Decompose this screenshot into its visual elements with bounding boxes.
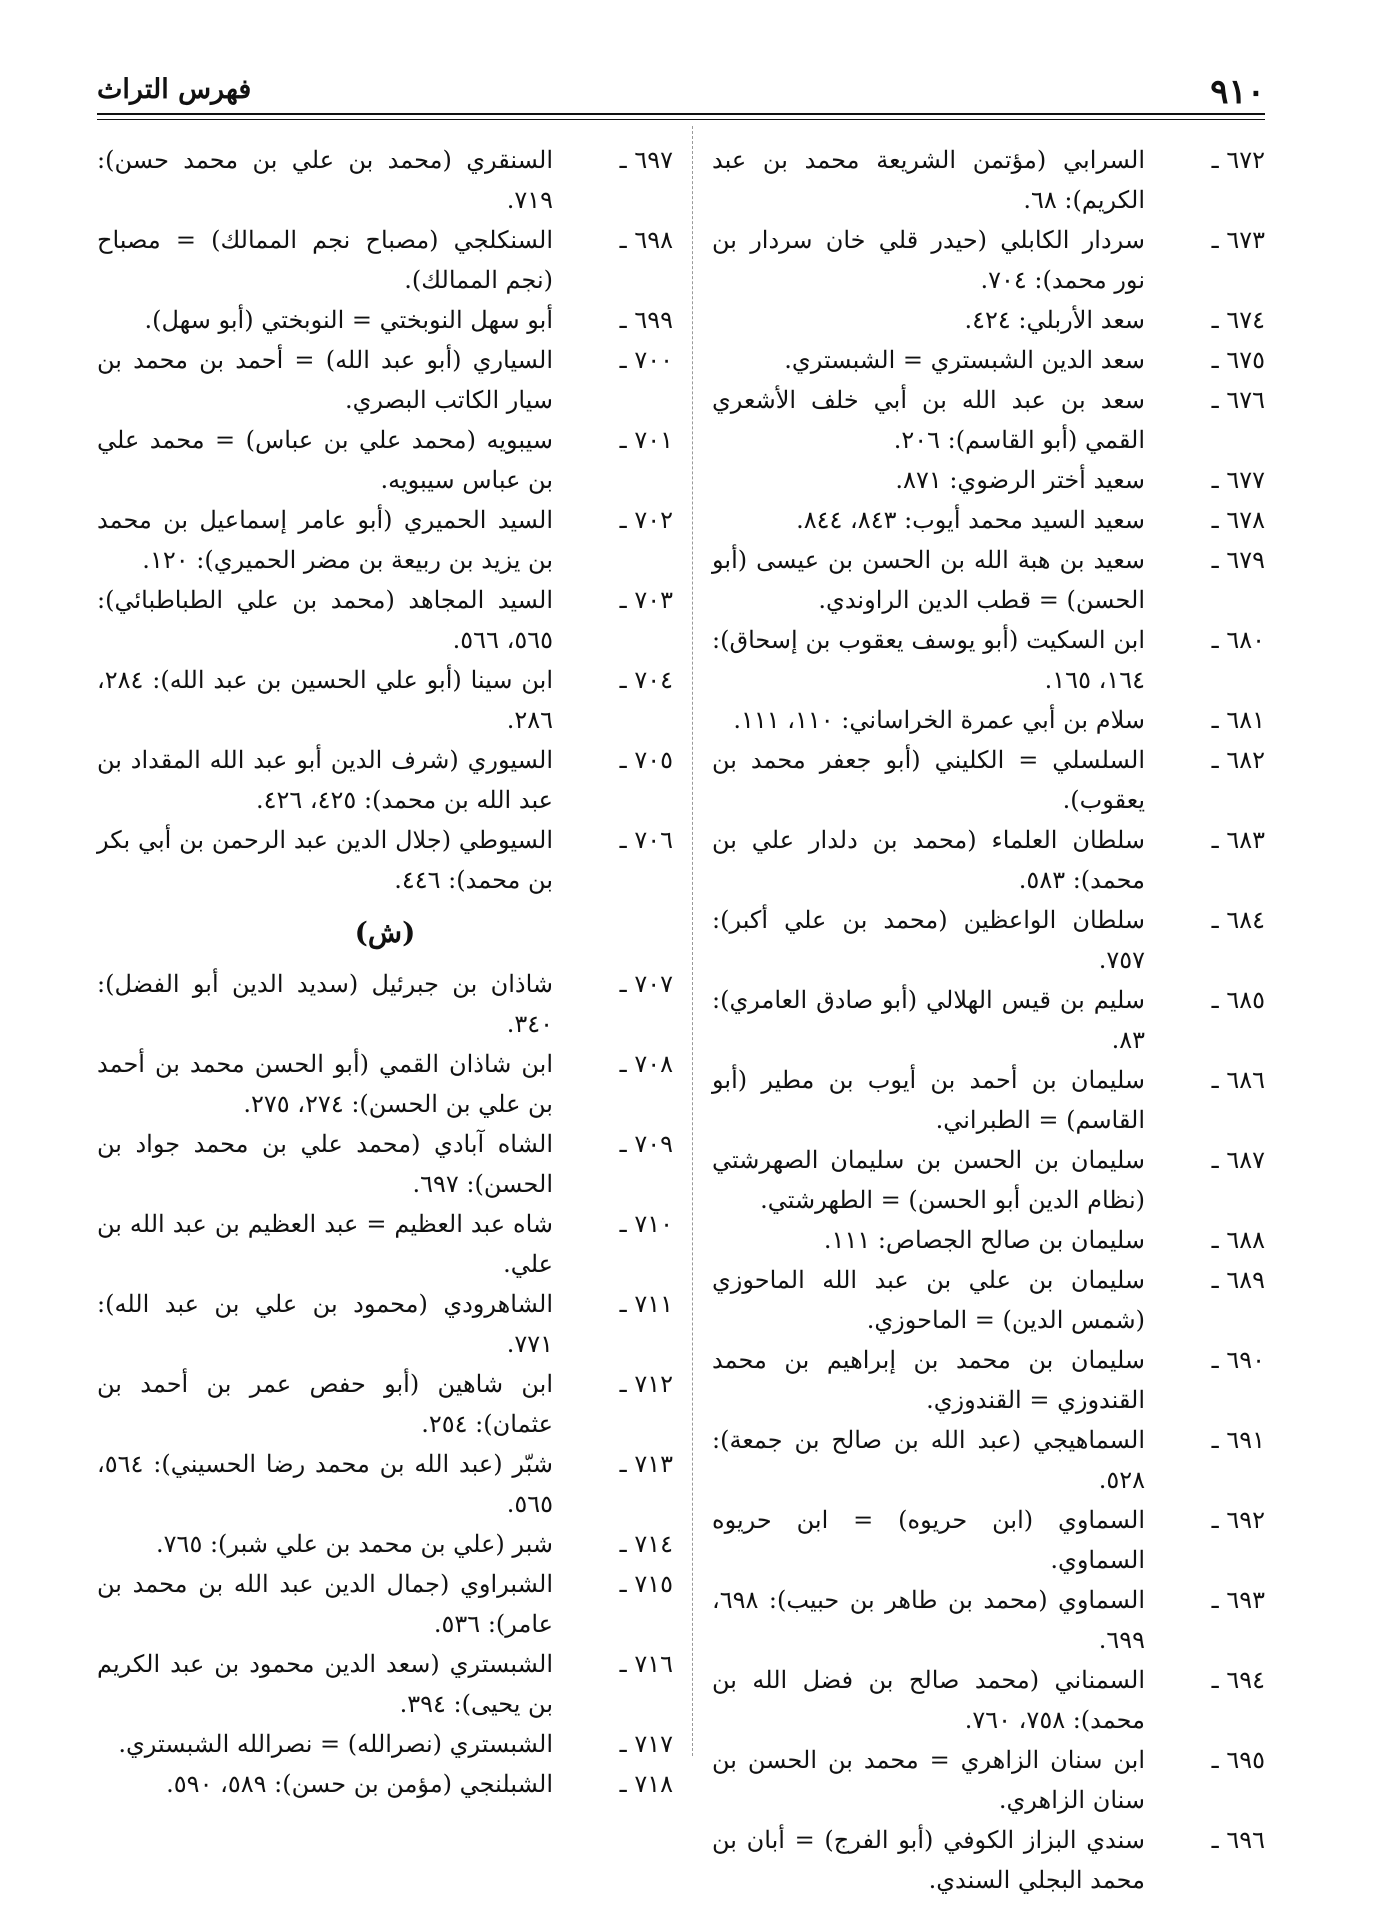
entry-text: السماهيجي (عبد الله بن صالح بن جمعة): ٥٢٨. <box>712 1426 1145 1494</box>
index-entry <box>97 300 673 340</box>
index-entry <box>712 1260 1265 1340</box>
entry-text: سعد الأربلي: ٤٢٤. <box>964 306 1145 334</box>
index-entry <box>712 500 1265 540</box>
entry-text: ابن سنان الزاهري = محمد بن الحسن بن سنان الزاهري. <box>712 1746 1145 1814</box>
entry-number: ٦٩٤ ـ <box>1211 1666 1265 1694</box>
index-entry <box>97 1644 673 1724</box>
index-entry <box>712 300 1265 340</box>
index-entry <box>97 340 673 420</box>
index-entry <box>712 1740 1265 1820</box>
entry-text: سعيد السيد محمد أيوب: ٨٤٣، ٨٤٤. <box>796 506 1145 534</box>
index-entry <box>97 1524 673 1564</box>
entry-text: ابن سينا (أبو علي الحسين بن عبد الله): ٢٨٤، ٢٨٦. <box>97 666 553 734</box>
entry-number: ٧١١ ـ <box>619 1290 673 1318</box>
header-rule-thin <box>97 119 1265 120</box>
entry-text: سليمان بن الحسن بن سليمان الصهرشتي (نظام الدين أبو الحسن) = الطهرشتي. <box>712 1146 1145 1214</box>
entry-number: ٦٩٢ ـ <box>1211 1506 1265 1534</box>
index-entry <box>97 500 673 580</box>
index-entry <box>712 460 1265 500</box>
index-entry <box>712 1060 1265 1140</box>
entry-text: سيبويه (محمد علي بن عباس) = محمد علي بن عباس سيبويه. <box>97 426 553 494</box>
page-number: ٩١٠ <box>1210 72 1265 112</box>
entry-number: ٦٩٨ ـ <box>619 226 673 254</box>
entry-number: ٧٠١ ـ <box>619 426 673 454</box>
right-column <box>712 140 1265 1900</box>
entry-text: السيد المجاهد (محمد بن علي الطباطبائي): ٥٦٥، ٥٦٦. <box>97 586 553 654</box>
entry-text: السرابي (مؤتمن الشريعة محمد بن عبد الكريم): ٦٨. <box>712 146 1145 214</box>
index-entry <box>97 1044 673 1124</box>
column-divider <box>692 126 693 1756</box>
index-entry <box>712 900 1265 980</box>
entry-text: السماوي (ابن حريوه) = ابن حريوه السماوي. <box>712 1506 1145 1574</box>
entry-number: ٦٩٦ ـ <box>1211 1826 1265 1854</box>
running-title: فهرس التراث <box>97 74 252 105</box>
entry-text: الشبراوي (جمال الدين عبد الله بن محمد بن عامر): ٥٣٦. <box>97 1570 553 1638</box>
entry-text: شاذان بن جبرئيل (سديد الدين أبو الفضل): ٣٤٠. <box>97 970 553 1038</box>
entry-number: ٦٧٩ ـ <box>1211 546 1265 574</box>
entry-number: ٦٨٤ ـ <box>1211 906 1265 934</box>
entry-text: سليمان بن صالح الجصاص: ١١١. <box>823 1226 1145 1254</box>
entry-text: شبر (علي بن محمد بن علي شبر): ٧٦٥. <box>156 1530 553 1558</box>
entry-number: ٧١٨ ـ <box>619 1770 673 1798</box>
section-heading: (ش) <box>354 916 416 949</box>
index-entry <box>97 1364 673 1444</box>
entry-text: أبو سهل النوبختي = النوبختي (أبو سهل). <box>144 306 553 334</box>
entry-number: ٧١٥ ـ <box>619 1570 673 1598</box>
index-entry <box>712 1660 1265 1740</box>
entry-number: ٦٨٠ ـ <box>1211 626 1265 654</box>
entry-text: الشبستري (سعد الدين محمود بن عبد الكريم بن يحيى): ٣٩٤. <box>97 1650 553 1718</box>
entry-number: ٦٧٢ ـ <box>1211 146 1265 174</box>
index-entry <box>712 1220 1265 1260</box>
entry-text: السياري (أبو عبد الله) = أحمد بن محمد بن سيار الكاتب البصري. <box>97 346 553 414</box>
entry-number: ٦٩٧ ـ <box>619 146 673 174</box>
index-entry <box>712 1140 1265 1220</box>
left-column-entries-after <box>97 964 673 1804</box>
index-entry <box>712 220 1265 300</box>
entry-text: الشاه آبادي (محمد علي بن محمد جواد بن الحسن): ٦٩٧. <box>97 1130 553 1198</box>
index-entry <box>712 380 1265 460</box>
entry-number: ٦٧٣ ـ <box>1211 226 1265 254</box>
entry-number: ٦٨٨ ـ <box>1211 1226 1265 1254</box>
entry-text: الشاهرودي (محمود بن علي بن عبد الله): ٧٧١. <box>97 1290 553 1358</box>
index-entry <box>712 620 1265 700</box>
entry-text: سعد الدين الشبستري = الشبستري. <box>784 346 1145 374</box>
entry-number: ٦٨١ ـ <box>1211 706 1265 734</box>
entry-number: ٧٠٠ ـ <box>619 346 673 374</box>
entry-text: سلطان الواعظين (محمد بن علي أكبر): ٧٥٧. <box>712 906 1145 974</box>
index-entry <box>712 1820 1265 1900</box>
index-entry <box>712 1340 1265 1420</box>
entry-text: سليمان بن علي بن عبد الله الماحوزي (شمس الدين) = الماحوزي. <box>712 1266 1145 1334</box>
page-header <box>97 72 1265 118</box>
entry-number: ٧٠٣ ـ <box>619 586 673 614</box>
entry-number: ٦٨٦ ـ <box>1211 1066 1265 1094</box>
entry-number: ٧١٣ ـ <box>619 1450 673 1478</box>
index-entry <box>97 660 673 740</box>
entry-number: ٦٨٥ ـ <box>1211 986 1265 1014</box>
entry-number: ٦٧٧ ـ <box>1211 466 1265 494</box>
entry-number: ٦٨٩ ـ <box>1211 1266 1265 1294</box>
header-rule <box>97 113 1265 115</box>
entry-text: السنكلجي (مصباح نجم الممالك) = مصباح (نجم الممالك). <box>97 226 553 294</box>
entry-text: ابن شاذان القمي (أبو الحسن محمد بن أحمد بن علي بن الحسن): ٢٧٤، ٢٧٥. <box>97 1050 553 1118</box>
entry-text: السيوطي (جلال الدين عبد الرحمن بن أبي بكر بن محمد): ٤٤٦. <box>97 826 553 894</box>
entry-number: ٧١٦ ـ <box>619 1650 673 1678</box>
index-entry <box>712 540 1265 620</box>
entry-text: سعد بن عبد الله بن أبي خلف الأشعري القمي (أبو القاسم): ٢٠٦. <box>712 386 1145 454</box>
entry-text: السيوري (شرف الدين أبو عبد الله المقداد بن عبد الله بن محمد): ٤٢٥، ٤٢٦. <box>97 746 553 814</box>
index-entry <box>97 580 673 660</box>
entry-number: ٦٧٦ ـ <box>1211 386 1265 414</box>
index-entry <box>97 820 673 900</box>
index-entry <box>712 340 1265 380</box>
entry-number: ٧٠٤ ـ <box>619 666 673 694</box>
entry-text: الشبستري (نصرالله) = نصرالله الشبستري. <box>118 1730 553 1758</box>
index-entry <box>712 980 1265 1060</box>
index-entry <box>97 1564 673 1644</box>
entry-number: ٧٠٢ ـ <box>619 506 673 534</box>
index-entry <box>97 1284 673 1364</box>
entry-text: السنقري (محمد بن علي بن محمد حسن): ٧١٩. <box>97 146 553 214</box>
index-entry <box>97 1204 673 1284</box>
left-column-entries-before <box>97 140 673 900</box>
entry-number: ٦٩٩ ـ <box>619 306 673 334</box>
entry-number: ٦٩٣ ـ <box>1211 1586 1265 1614</box>
entry-text: سعيد أختر الرضوي: ٨٧١. <box>895 466 1145 494</box>
index-entry <box>712 1500 1265 1580</box>
entry-text: سليمان بن أحمد بن أيوب بن مطير (أبو القاسم) = الطبراني. <box>712 1066 1145 1134</box>
entry-text: شبّر (عبد الله بن محمد رضا الحسيني): ٥٦٤، ٥٦٥. <box>97 1450 553 1518</box>
entry-text: سلطان العلماء (محمد بن دلدار علي بن محمد): ٥٨٣. <box>712 826 1145 894</box>
index-entry <box>97 1444 673 1524</box>
entry-number: ٦٩٥ ـ <box>1211 1746 1265 1774</box>
entry-number: ٧١٧ ـ <box>619 1730 673 1758</box>
entry-number: ٧١٢ ـ <box>619 1370 673 1398</box>
index-entry <box>712 700 1265 740</box>
entry-text: الشبلنجي (مؤمن بن حسن): ٥٨٩، ٥٩٠. <box>166 1770 553 1798</box>
entry-number: ٦٨٣ ـ <box>1211 826 1265 854</box>
entry-text: السيد الحميري (أبو عامر إسماعيل بن محمد بن يزيد بن ربيعة بن مضر الحميري): ١٢٠. <box>97 506 553 574</box>
entry-number: ٦٩١ ـ <box>1211 1426 1265 1454</box>
index-entry <box>712 140 1265 220</box>
index-entry <box>97 1764 673 1804</box>
entry-number: ٦٧٤ ـ <box>1211 306 1265 334</box>
entry-text: ابن السكيت (أبو يوسف يعقوب بن إسحاق): ١٦٤، ١٦٥. <box>712 626 1145 694</box>
entry-number: ٧١٠ ـ <box>619 1210 673 1238</box>
entry-text: سردار الكابلي (حيدر قلي خان سردار بن نور محمد): ٧٠٤. <box>712 226 1145 294</box>
index-entry <box>97 740 673 820</box>
entry-number: ٧١٤ ـ <box>619 1530 673 1558</box>
entry-text: سلام بن أبي عمرة الخراساني: ١١٠، ١١١. <box>733 706 1145 734</box>
entry-text: سعيد بن هبة الله بن الحسن بن عيسى (أبو الحسن) = قطب الدين الراوندي. <box>712 546 1145 614</box>
index-entry <box>712 820 1265 900</box>
entry-text: سليم بن قيس الهلالي (أبو صادق العامري): ٨٣. <box>712 986 1145 1054</box>
entry-text: سندي البزاز الكوفي (أبو الفرج) = أبان بن محمد البجلي السندي. <box>712 1826 1145 1894</box>
entry-number: ٦٧٨ ـ <box>1211 506 1265 534</box>
index-entry <box>97 1124 673 1204</box>
index-entry <box>97 420 673 500</box>
entry-number: ٧٠٧ ـ <box>619 970 673 998</box>
left-column <box>97 140 673 1804</box>
index-entry <box>712 1420 1265 1500</box>
entry-number: ٦٧٥ ـ <box>1211 346 1265 374</box>
entry-text: ابن شاهين (أبو حفص عمر بن أحمد بن عثمان): ٢٥٤. <box>97 1370 553 1438</box>
index-entry <box>97 964 673 1044</box>
entry-text: السمناني (محمد صالح بن فضل الله بن محمد): ٧٥٨، ٧٦٠. <box>712 1666 1145 1734</box>
index-entry <box>712 1580 1265 1660</box>
entry-number: ٦٩٠ ـ <box>1211 1346 1265 1374</box>
entry-number: ٦٨٧ ـ <box>1211 1146 1265 1174</box>
entry-text: شاه عبد العظيم = عبد العظيم بن عبد الله بن علي. <box>97 1210 553 1278</box>
entry-number: ٧٠٦ ـ <box>619 826 673 854</box>
index-entry <box>712 740 1265 820</box>
entry-number: ٧٠٥ ـ <box>619 746 673 774</box>
entry-number: ٦٨٢ ـ <box>1211 746 1265 774</box>
index-entry <box>97 1724 673 1764</box>
entry-number: ٧٠٩ ـ <box>619 1130 673 1158</box>
entry-number: ٧٠٨ ـ <box>619 1050 673 1078</box>
index-entry <box>97 220 673 300</box>
entry-text: السلسلي = الكليني (أبو جعفر محمد بن يعقوب). <box>712 746 1145 814</box>
entry-text: السماوي (محمد بن طاهر بن حبيب): ٦٩٨، ٦٩٩. <box>712 1586 1145 1654</box>
entry-text: سليمان بن محمد بن إبراهيم بن محمد القندوزي = القندوزي. <box>712 1346 1145 1414</box>
index-entry <box>97 140 673 220</box>
